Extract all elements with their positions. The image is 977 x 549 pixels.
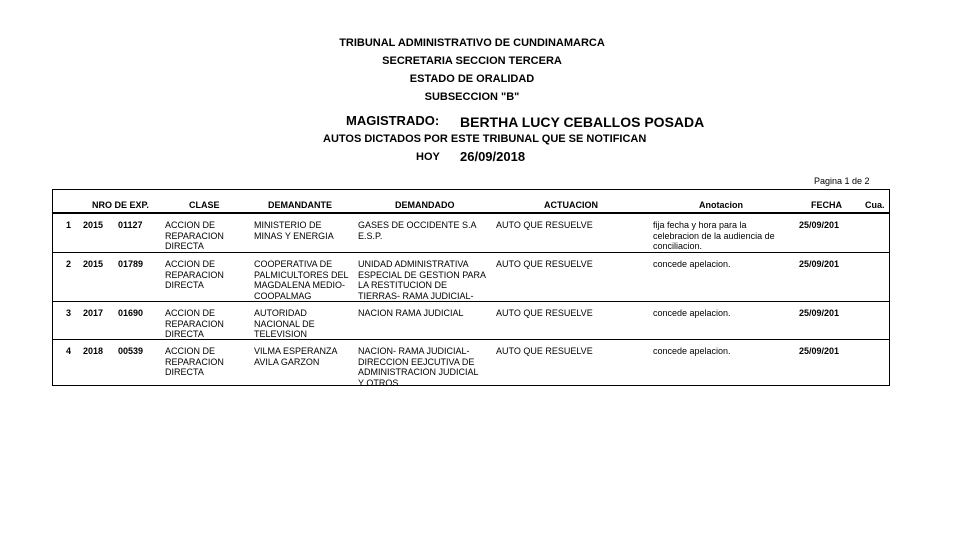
col-anotacion: Anotacion <box>699 200 743 210</box>
col-clase: CLASE <box>189 200 220 210</box>
header-divider <box>53 212 889 214</box>
row-anotacion: concede apelacion. <box>653 259 731 269</box>
col-nro: NRO DE EXP. <box>92 200 149 210</box>
row-divider <box>53 301 889 302</box>
row-actuacion: AUTO QUE RESUELVE <box>496 308 593 318</box>
row-year: 2017 <box>83 308 104 318</box>
row-exp: 01690 <box>118 308 144 318</box>
col-demandante: DEMANDANTE <box>268 200 332 210</box>
row-actuacion: AUTO QUE RESUELVE <box>496 259 593 269</box>
row-number: 3 <box>66 308 72 318</box>
row-actuacion: AUTO QUE RESUELVE <box>496 346 593 356</box>
row-clase: ACCION DE REPARACION DIRECTA <box>165 220 224 251</box>
row-number: 1 <box>66 220 72 230</box>
row-divider <box>53 339 889 340</box>
col-demandado: DEMANDADO <box>395 200 455 210</box>
state-title: ESTADO DE ORALIDAD <box>409 73 535 85</box>
hoy-label: HOY <box>416 151 440 163</box>
row-anotacion: concede apelacion. <box>653 346 731 356</box>
row-number: 4 <box>66 346 72 356</box>
row-demandado: GASES DE OCCIDENTE S.A E.S.P. <box>358 220 477 241</box>
row-exp: 00539 <box>118 346 144 356</box>
row-fecha: 25/09/201 <box>799 259 840 269</box>
subsection: SUBSECCION "B" <box>424 91 520 103</box>
row-clase: ACCION DE REPARACION DIRECTA <box>165 259 224 290</box>
row-demandante: MINISTERIO DE MINAS Y ENERGIA <box>254 220 334 241</box>
row-demandante: COOPERATIVA DE PALMICULTORES DEL MAGDALENA MEDIO- COOPALMAG <box>254 259 349 301</box>
row-exp: 01789 <box>118 259 144 269</box>
secretary-section: SECRETARIA SECCION TERCERA <box>382 55 562 67</box>
row-fecha: 25/09/201 <box>799 220 840 230</box>
row-clase: ACCION DE REPARACION DIRECTA <box>165 346 224 377</box>
row-fecha: 25/09/201 <box>799 346 840 356</box>
row-year: 2015 <box>83 220 104 230</box>
autos-table <box>52 189 890 386</box>
row-anotacion: fija fecha y hora para la celebracion de la audiencia de conciliacion. <box>653 220 775 251</box>
row-exp: 01127 <box>118 220 143 230</box>
row-year: 2015 <box>83 259 104 269</box>
row-clase: ACCION DE REPARACION DIRECTA <box>165 308 224 339</box>
row-anotacion: concede apelacion. <box>653 308 731 318</box>
col-fecha: FECHA <box>811 200 842 210</box>
row-fecha: 25/09/201 <box>799 308 840 318</box>
magistrado-label: MAGISTRADO: <box>346 113 440 128</box>
row-actuacion: AUTO QUE RESUELVE <box>496 220 593 230</box>
hoy-date: 26/09/2018 <box>460 149 526 164</box>
autos-subtitle: AUTOS DICTADOS POR ESTE TRIBUNAL QUE SE NOTIFICAN <box>323 133 647 145</box>
row-number: 2 <box>66 259 72 269</box>
row-demandado: UNIDAD ADMINISTRATIVA ESPECIAL DE GESTION PARA LA RESTITUCION DE TIERRAS- RAMA JUDICIAL- <box>358 259 487 301</box>
row-demandado: NACION RAMA JUDICIAL <box>358 308 464 318</box>
row-demandante: VILMA ESPERANZA AVILA GARZON <box>254 346 338 367</box>
col-actuacion: ACTUACION <box>544 200 598 210</box>
row-year: 2018 <box>83 346 104 356</box>
row-divider <box>53 252 889 253</box>
col-cua: Cua. <box>865 200 885 210</box>
court-name: TRIBUNAL ADMINISTRATIVO DE CUNDINAMARCA <box>339 37 605 49</box>
row-demandado: NACION- RAMA JUDICIAL- DIRECCION EEJCUTIVA DE ADMINISTRACION JUDICIAL Y OTROS <box>358 346 479 388</box>
page-indicator: Pagina 1 de 2 <box>814 176 870 186</box>
magistrado-name: BERTHA LUCY CEBALLOS POSADA <box>460 114 705 130</box>
row-demandante: AUTORIDAD NACIONAL DE TELEVISION <box>254 308 315 339</box>
